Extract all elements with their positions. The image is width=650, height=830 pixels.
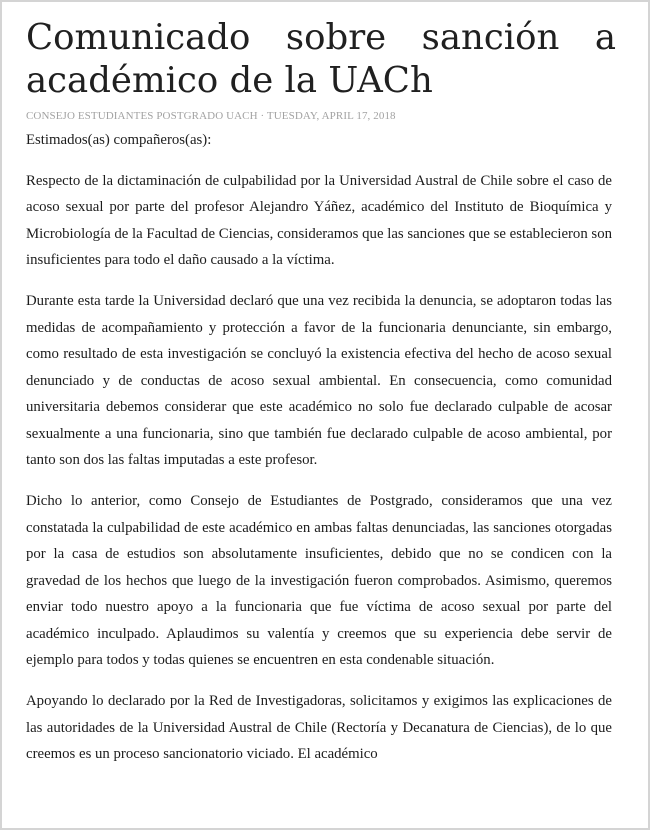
page-title: Comunicado sobre sanción a académico de la UACh [26,17,616,101]
article-body [26,127,612,768]
paragraph-3: Dicho lo anterior, como Consejo de Estudiantes de Postgrado, consideramos que una vez constatada la culpabilidad de este académico en ambas faltas denunciadas, las sanciones otorgadas por la casa de estudios son absolutamente insuficientes, debido que no se condicen con la gravedad de los hechos que luego de la investigación fueron comprobados. Asimismo, queremos enviar todo nuestro apoyo a la funcionaria que fue víctima de acoso sexual por parte del académico inculpado. Aplaudimos su valentía y creemos que su experiencia debe servir de ejemplo para todos y todas quienes se encuentren en esta condenable situación. [26,493,612,668]
paragraph-4: Apoyando lo declarado por la Red de Investigadoras, solicitamos y exigimos las explicaciones de las autoridades de la Universidad Austral de Chile (Rectoría y Decanatura de Ciencias), de lo que creemos es un proceso sancionatorio viciado. El académico [26,693,612,762]
greeting: Estimados(as) compañeros(as): [26,132,212,148]
paragraph-2: Durante esta tarde la Universidad declaró que una vez recibida la denuncia, se adoptaron todas las medidas de acompañamiento y protección a favor de la funcionaria denunciante, sin embargo, como resultado de esta investigación se concluyó la existencia efectiva del hecho de acoso sexual denunciado y de conductas de acoso sexual ambiental. En consecuencia, como comunidad universitaria debemos considerar que este académico no solo fue declarado culpable de acosar sexualmente a una funcionaria, sino que también fue declarado culpable de acoso ambiental, por tanto son dos las faltas imputadas a este profesor. [26,293,612,468]
post-byline[interactable]: CONSEJO ESTUDIANTES POSTGRADO UACH · TUESDAY, APRIL 17, 2018 [26,110,396,122]
paragraph-1: Respecto de la dictaminación de culpabilidad por la Universidad Austral de Chile sobre el caso de acoso sexual por parte del profesor Alejandro Yáñez, académico del Instituto de Bioquímica y Microbiología de la Facultad de Ciencias, consideramos que las sanciones que se establecieron son insuficientes para todo el daño causado a la víctima. [26,172,612,268]
